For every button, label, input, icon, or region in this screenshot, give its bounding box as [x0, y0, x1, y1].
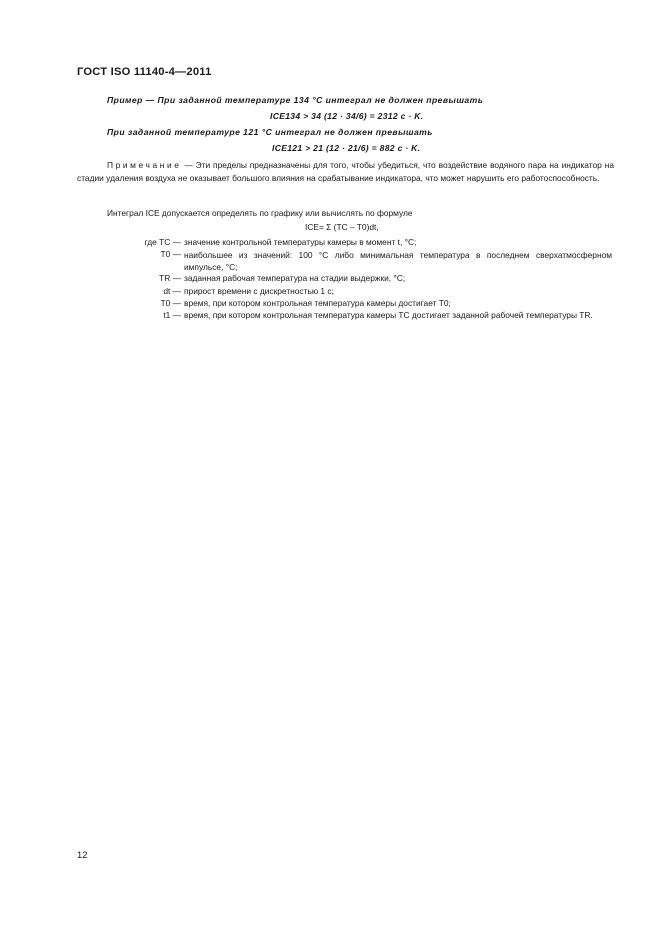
note-label: Примечание — [107, 160, 182, 170]
definition-symbol: T0 — — [160, 297, 181, 308]
example-formula-1 — [270, 111, 423, 121]
definition-item — [77, 273, 617, 285]
definition-symbol: TR — — [159, 273, 181, 284]
definition-text: значение контрольной температуры камеры в момент t, °С; — [184, 237, 417, 247]
definition-symbol: t1 — — [163, 309, 181, 320]
page-header-title: ГОСТ ISO 11140-4—2011 — [77, 66, 212, 78]
definition-symbol: где TC — — [144, 237, 181, 247]
definition-item — [77, 286, 617, 298]
note-paragraph — [77, 159, 614, 185]
definition-text: заданная рабочая температура на стадии выдержки, °С; — [184, 273, 406, 284]
note-text: — Эти пределы предназначены для того, чтобы убедиться, что воздействие водяного пара на индикатор на стадии удаления воздуха не оказывает большого влияния на срабатывание индикатора, что может нарушить его работоспособность. — [77, 160, 614, 183]
page-number: 12 — [77, 849, 88, 860]
main-formula-text: ICE= Σ (TC – T0)dt, — [305, 222, 379, 232]
definition-item — [77, 298, 617, 310]
definitions-list — [77, 237, 617, 322]
example-formula-2 — [272, 143, 420, 153]
definition-symbol: dt — — [163, 285, 181, 296]
definition-item — [77, 310, 617, 322]
definition-text: время, при котором контрольная температура камеры TC достигает заданной рабочей температуры TR. — [184, 309, 593, 320]
definition-item — [77, 237, 617, 249]
main-formula — [305, 222, 379, 232]
integral-text: Интеграл ICE допускается определять по графику или вычислять по формуле — [107, 208, 413, 218]
definition-text: время, при котором контрольная температура камеры достигает T0; — [184, 297, 451, 308]
definition-symbol: T0 — — [160, 249, 181, 260]
definition-item — [77, 249, 617, 273]
example-line-1: Пример — При заданной температуре 134 °С интеграл не должен превышать — [107, 95, 484, 105]
formula-1-text: ICE134 > 34 (12 · 34/6) = 2312 c · K. — [270, 111, 424, 121]
definition-text: прирост времени с дискретностью 1 с; — [184, 285, 334, 296]
definition-text: наибольшее из значений: 100 °С либо минимальная температура в последнем сверхатмосферном импульсе, °С; — [184, 250, 612, 273]
formula-2-text: ICE121 > 21 (12 · 21/6) = 882 c · K. — [272, 143, 421, 153]
example-line-2: При заданной температуре 121 °С интеграл не должен превышать — [107, 127, 433, 137]
